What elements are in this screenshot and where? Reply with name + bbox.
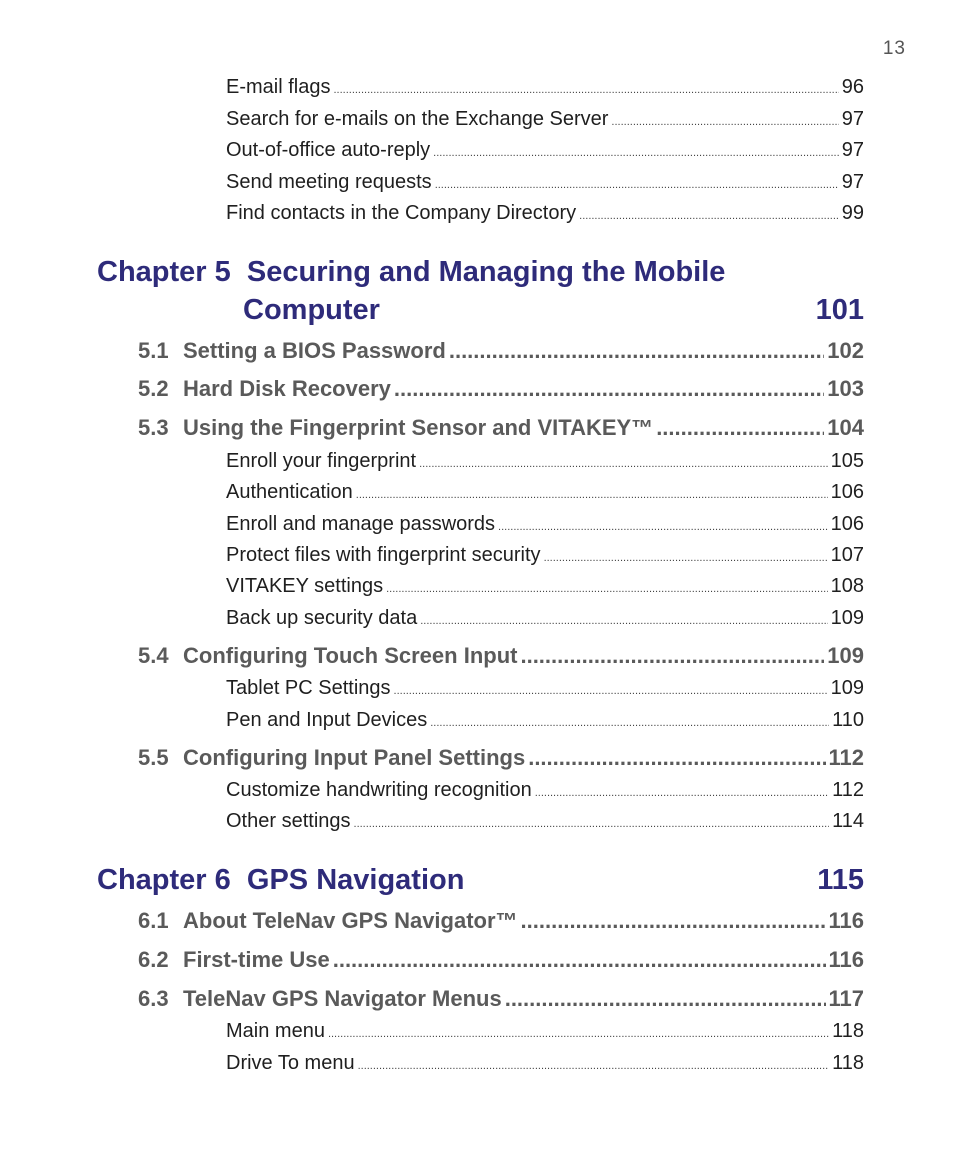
dot-leader xyxy=(328,1028,829,1040)
toc-entry-label: Search for e-mails on the Exchange Server xyxy=(226,108,609,130)
section-number: 5.4 xyxy=(138,643,169,668)
toc-entry-other-settings[interactable] xyxy=(226,810,864,840)
toc-entry-enroll-passwords[interactable] xyxy=(226,513,864,543)
chapter-5-heading[interactable] xyxy=(97,256,864,336)
toc-entry-label: Find contacts in the Company Directory xyxy=(226,202,577,224)
dot-leader xyxy=(394,376,824,402)
dot-leader xyxy=(333,84,838,96)
toc-entry-label: Enroll and manage passwords xyxy=(226,513,496,535)
toc-entry-page: 118 xyxy=(832,1052,864,1074)
toc-entry-page: 108 xyxy=(830,575,864,597)
dot-leader xyxy=(611,116,838,128)
toc-entry-label: Tablet PC Settings xyxy=(226,677,391,699)
section-page: 103 xyxy=(827,376,864,401)
chapter-prefix: Chapter 5 xyxy=(97,256,231,288)
chapter-6-heading[interactable] xyxy=(97,864,864,904)
toc-entry-label: Main menu xyxy=(226,1020,325,1042)
toc-entry-label: Customize handwriting recognition xyxy=(226,779,532,801)
dot-leader xyxy=(435,179,839,191)
toc-entry-label: Protect files with fingerprint security xyxy=(226,544,541,566)
section-title: Using the Fingerprint Sensor and VITAKEY™ xyxy=(183,415,654,440)
chapter-page: 115 xyxy=(817,864,864,896)
dot-leader xyxy=(430,717,829,729)
toc-entry-label: Authentication xyxy=(226,481,353,503)
section-number: 5.2 xyxy=(138,376,169,401)
section-page: 116 xyxy=(828,947,864,972)
section-title: First-time Use xyxy=(183,947,330,972)
toc-entry-page: 97 xyxy=(841,171,864,193)
section-title: TeleNav GPS Navigator Menus xyxy=(183,986,502,1011)
toc-section-5-5[interactable] xyxy=(138,745,864,779)
dot-leader xyxy=(520,643,824,669)
dot-leader xyxy=(333,947,826,973)
toc-entry-label: Drive To menu xyxy=(226,1052,355,1074)
toc-section-5-3[interactable] xyxy=(138,415,864,449)
dot-leader xyxy=(656,415,824,441)
section-page: 117 xyxy=(828,986,864,1011)
dot-leader xyxy=(521,908,826,934)
toc-entry-authentication[interactable] xyxy=(226,481,864,511)
toc-entry-label: Out-of-office auto-reply xyxy=(226,139,431,161)
toc-entry-drive-to-menu[interactable] xyxy=(226,1052,864,1082)
toc-entry-label: E-mail flags xyxy=(226,76,331,98)
chapter-title-line1: Securing and Managing the Mobile xyxy=(246,256,726,288)
dot-leader xyxy=(579,210,839,222)
toc-entry-page: 114 xyxy=(832,810,864,832)
dot-leader xyxy=(386,583,828,595)
dot-leader xyxy=(356,489,828,501)
chapter-title-line2: Computer xyxy=(243,294,380,326)
toc-entry-out-of-office[interactable] xyxy=(226,139,864,169)
toc-entry-main-menu[interactable] xyxy=(226,1020,864,1050)
dot-leader xyxy=(449,338,824,364)
toc-entry-page: 110 xyxy=(832,709,864,731)
toc-entry-email-flags[interactable] xyxy=(226,76,864,106)
dot-leader xyxy=(433,147,839,159)
section-number: 5.5 xyxy=(138,745,169,770)
toc-section-6-2[interactable] xyxy=(138,947,864,981)
toc-section-5-1[interactable] xyxy=(138,338,864,372)
section-number: 5.1 xyxy=(138,338,169,363)
dot-leader xyxy=(528,745,825,771)
toc-entry-backup-security[interactable] xyxy=(226,607,864,637)
dot-leader xyxy=(420,615,827,627)
toc-entry-label: VITAKEY settings xyxy=(226,575,384,597)
section-page: 116 xyxy=(828,908,864,933)
toc-section-5-4[interactable] xyxy=(138,643,864,677)
dot-leader xyxy=(419,458,828,470)
section-page: 109 xyxy=(827,643,864,668)
toc-entry-page: 106 xyxy=(830,481,864,503)
dot-leader xyxy=(394,685,828,697)
toc-entry-page: 99 xyxy=(841,202,864,224)
dot-leader xyxy=(535,787,829,799)
page-number: 13 xyxy=(882,38,906,59)
dot-leader xyxy=(544,552,828,564)
section-title: Configuring Touch Screen Input xyxy=(183,643,518,668)
toc-section-6-1[interactable] xyxy=(138,908,864,942)
toc-entry-page: 105 xyxy=(830,450,864,472)
toc-entry-page: 109 xyxy=(830,677,864,699)
dot-leader xyxy=(358,1060,830,1072)
section-number: 6.2 xyxy=(138,947,169,972)
toc-entry-handwriting[interactable] xyxy=(226,779,864,809)
toc-entry-label: Enroll your fingerprint xyxy=(226,450,417,472)
dot-leader xyxy=(498,521,828,533)
toc-entry-label: Pen and Input Devices xyxy=(226,709,428,731)
section-title: Setting a BIOS Password xyxy=(183,338,446,363)
chapter-prefix: Chapter 6 xyxy=(97,864,231,896)
toc-entry-tablet-pc-settings[interactable] xyxy=(226,677,864,707)
chapter-page: 101 xyxy=(815,294,864,326)
toc-entry-enroll-fingerprint[interactable] xyxy=(226,450,864,480)
toc-entry-label: Back up security data xyxy=(226,607,418,629)
toc-section-6-3[interactable] xyxy=(138,986,864,1020)
toc-entry-label: Send meeting requests xyxy=(226,171,432,193)
section-number: 5.3 xyxy=(138,415,169,440)
section-page: 104 xyxy=(827,415,864,440)
toc-entry-meeting-requests[interactable] xyxy=(226,171,864,201)
section-title: Configuring Input Panel Settings xyxy=(183,745,526,770)
section-number: 6.1 xyxy=(138,908,169,933)
toc-entry-search-emails[interactable] xyxy=(226,108,864,138)
section-title: Hard Disk Recovery xyxy=(183,376,391,401)
section-number: 6.3 xyxy=(138,986,169,1011)
toc-entry-page: 96 xyxy=(841,76,864,98)
toc-section-5-2[interactable] xyxy=(138,376,864,410)
toc-entry-page: 109 xyxy=(830,607,864,629)
toc-entry-page: 107 xyxy=(830,544,864,566)
toc-entry-protect-files[interactable] xyxy=(226,544,864,574)
section-title: About TeleNav GPS Navigator™ xyxy=(183,908,518,933)
toc-entry-page: 118 xyxy=(832,1020,864,1042)
toc-entry-find-contacts[interactable] xyxy=(226,202,864,232)
section-page: 112 xyxy=(828,745,864,770)
toc-entry-pen-input-devices[interactable] xyxy=(226,709,864,739)
toc-entry-page: 106 xyxy=(830,513,864,535)
dot-leader xyxy=(354,818,830,830)
toc-entry-label: Other settings xyxy=(226,810,351,832)
toc-entry-vitakey-settings[interactable] xyxy=(226,575,864,605)
section-page: 102 xyxy=(827,338,864,363)
chapter-title-line1: GPS Navigation xyxy=(246,864,465,896)
toc-entry-page: 112 xyxy=(832,779,864,801)
dot-leader xyxy=(505,986,826,1012)
toc-entry-page: 97 xyxy=(841,108,864,130)
toc-entry-page: 97 xyxy=(841,139,864,161)
